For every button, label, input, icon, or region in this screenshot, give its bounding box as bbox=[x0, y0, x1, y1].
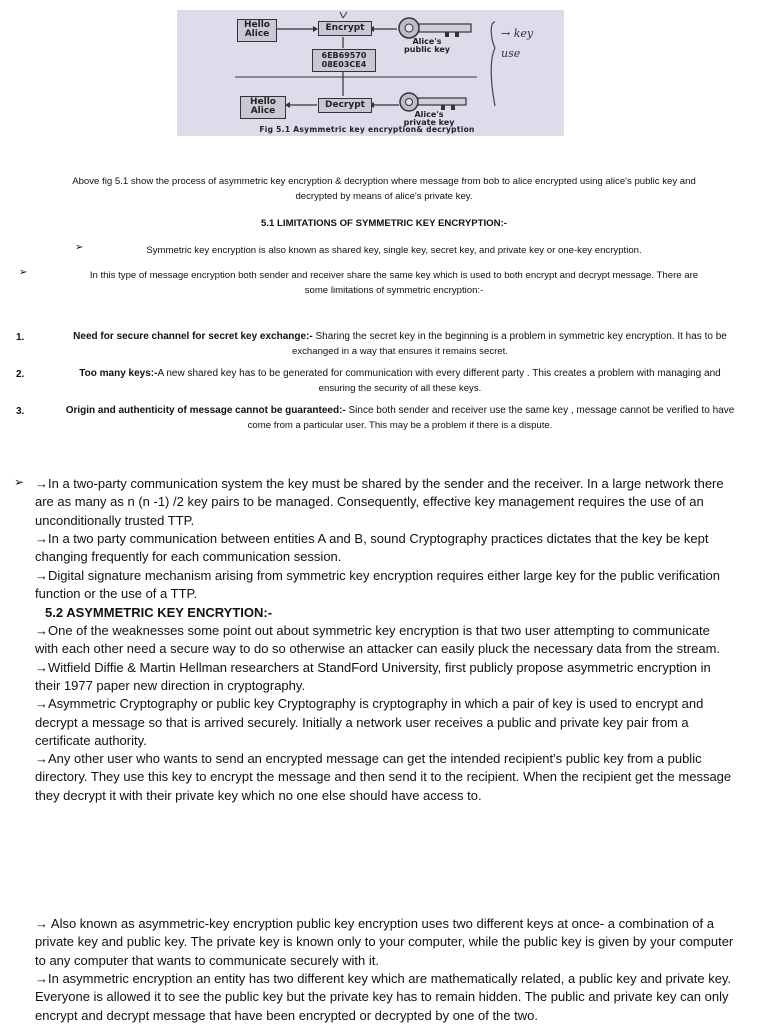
figure-caption: Fig 5.1 Asymmetric key encryption& decryption bbox=[259, 125, 475, 134]
text-line: their 1977 paper new direction in cryptography. bbox=[35, 677, 306, 693]
text-line: →One of the weaknesses some point out about symmetric key encryption is that two user attempting to communicate bbox=[35, 623, 710, 638]
text-line: Everyone is allowed it to see the public key but the private key has to remain hidden. The public and private key can only bbox=[35, 989, 729, 1005]
handwritten-note: → key use bbox=[501, 27, 534, 60]
limitation-text: A new shared key has to be generated for communication with every different party . This creates a problem with managing and bbox=[157, 368, 721, 379]
text-line: encrypt and decrypt message that have been encrypted or decrypted by one of the two. bbox=[35, 1007, 538, 1023]
limitation-item-3 bbox=[0, 403, 768, 433]
text-line: are as many as n (n -1) /2 key pairs to be managed. Consequently, effective key management requires the use of an bbox=[35, 494, 704, 510]
bullet-item-2 bbox=[0, 268, 768, 298]
text-line: private key and public key. The private key is known only to your computer, while the public key is given by your computer bbox=[35, 934, 734, 950]
bullet-item-2-line-2: some limitations of symmetric encryption:- bbox=[304, 285, 484, 296]
intro-line-1: Above fig 5.1 show the process of asymmetric key encryption & decryption where message from bob to alice encrypted using alice's public key and bbox=[72, 176, 696, 187]
limitation-text-line-2: come from a particular user. This may be a problem if there is a dispute. bbox=[247, 420, 553, 431]
text-line: → Also known as asymmetric-key encryption public key encryption uses two different keys at once- a combination of a bbox=[35, 916, 714, 931]
bullet-marker: ➢ bbox=[19, 267, 28, 278]
text-line: →In a two-party communication system the key must be shared by the sender and the receiver. In a large network there bbox=[35, 476, 724, 491]
ciphertext-box: 6EB69570 08E03CE4 bbox=[312, 49, 376, 72]
bullet-item-1: Symmetric key encryption is also known as shared key, single key, secret key, and private key or one-key encryption. bbox=[146, 245, 642, 256]
limitation-item-1 bbox=[0, 329, 768, 359]
limitation-number: 2. bbox=[16, 369, 25, 380]
bullet-marker: ➢ bbox=[14, 475, 25, 489]
intro-line-2: decrypted by means of alice's private key. bbox=[295, 191, 473, 202]
text-line: function or the use of a TTP. bbox=[35, 585, 198, 601]
private-key-label: Alice's private key bbox=[403, 110, 455, 127]
limitation-title: Too many keys:- bbox=[79, 368, 158, 379]
text-line: →Asymmetric Cryptography or public key Cryptography is cryptography in which a pair of key is used to encrypt and bbox=[35, 696, 704, 712]
limitation-number: 1. bbox=[16, 332, 25, 343]
text-line: unconditionally trusted TTP. bbox=[35, 512, 195, 528]
hello-alice-top-box: Hello Alice bbox=[237, 19, 277, 42]
text-line: →Witfield Diffie & Martin Hellman researchers at StandFord University, first publicly propose asymmetric encryption in bbox=[35, 659, 711, 675]
text-line: changing frequently for each communication session. bbox=[35, 549, 342, 565]
public-key-label: Alice's public key bbox=[404, 37, 450, 54]
intro-paragraph bbox=[0, 174, 768, 204]
section-5-1-heading: 5.1 LIMITATIONS OF SYMMETRIC KEY ENCRYPTION:- bbox=[261, 218, 507, 229]
limitation-number: 3. bbox=[16, 406, 25, 417]
text-line: with each other need a secure way to do so otherwise an attacker can easily pluck the necessary data from the stream. bbox=[35, 641, 721, 657]
text-line: directory. They use this key to encrypt the message and then send it to the recipient. When the recipient get the message bbox=[35, 769, 732, 785]
limitation-item-2 bbox=[0, 366, 768, 396]
text-line: decrypt a message so that is arrived securely. Initially a network user receives a public and private key pair from a bbox=[35, 714, 689, 730]
hello-alice-bottom-box: Hello Alice bbox=[240, 96, 286, 119]
text-line: to any computer that wants to communicate securely with it. bbox=[35, 952, 379, 968]
limitation-text-line-2: ensuring the security of all these keys. bbox=[318, 383, 482, 394]
text-line: →In a two party communication between entities A and B, sound Cryptography practices dictates that the key be kept bbox=[35, 530, 709, 546]
text-line: →In asymmetric encryption an entity has two different key which are mathematically related, a public key and private key. bbox=[35, 970, 732, 986]
bullet-item-2-line-1: In this type of message encryption both sender and receiver share the same key which is used to both encrypt and decrypt message. There are bbox=[89, 270, 699, 281]
text-line: certificate authority. bbox=[35, 732, 147, 748]
limitation-title: Need for secure channel for secret key exchange:- bbox=[73, 331, 313, 342]
text-line: →Digital signature mechanism arising from symmetric key encryption requires either large key for the public verification bbox=[35, 567, 720, 583]
bullet-marker: ➢ bbox=[75, 242, 84, 253]
text-line: →Any other user who wants to send an encrypted message can get the intended recipient's public key from a public bbox=[35, 751, 702, 767]
limitation-text: Sharing the secret key in the beginning is a problem in symmetric key encryption. It has to be bbox=[312, 331, 727, 342]
encrypt-box: Encrypt bbox=[318, 21, 372, 36]
limitation-text-line-2: exchanged in a way that ensures it remains secret. bbox=[292, 346, 508, 357]
decrypt-box: Decrypt bbox=[318, 98, 372, 113]
section-5-2-heading: 5.2 ASYMMETRIC KEY ENCRYTION:- bbox=[45, 605, 273, 620]
figure-image bbox=[177, 10, 564, 136]
limitation-text: Since both sender and receiver use the same key , message cannot be verified to have bbox=[345, 405, 735, 416]
limitation-title: Origin and authenticity of message cannot be guaranteed:- bbox=[65, 405, 346, 416]
text-line: they decrypt it with their private key which no one else should have access to. bbox=[35, 787, 482, 803]
